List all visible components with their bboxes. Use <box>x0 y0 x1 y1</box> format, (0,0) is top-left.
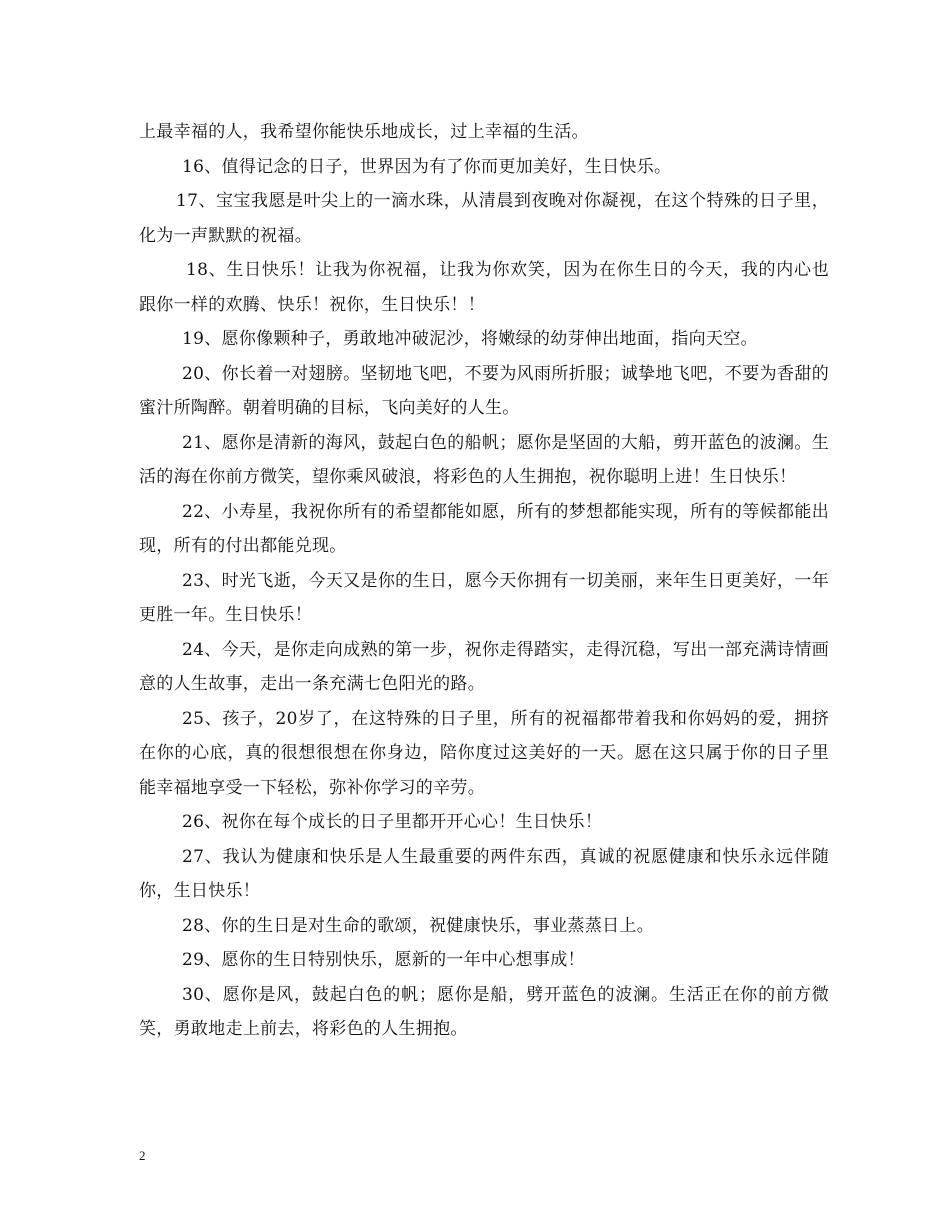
paragraph-26: 26、祝你在每个成长的日子里都开开心心！生日快乐！ <box>182 812 603 832</box>
paragraph-21: 21、愿你是清新的海风，鼓起白色的船帆；愿你是坚固的大船，剪开蓝色的波澜。生活的海在你前方微笑，望你乘风破浪，将彩色的人生拥抱，祝你聪明上进！生日快乐！ <box>139 432 829 487</box>
paragraph-19: 19、愿你像颗种子，勇敢地冲破泥沙，将嫩绿的幼芽伸出地面，指向天空。 <box>182 329 758 349</box>
paragraph-24: 24、今天，是你走向成熟的第一步，祝你走得踏实，走得沉稳，写出一部充满诗情画意的人生故事，走出一条充满七色阳光的路。 <box>139 639 829 694</box>
paragraph-20: 20、你长着一对翅膀。坚韧地飞吧，不要为风雨所折服；诚挚地飞吧，不要为香甜的蜜汁所陶醉。朝着明确的目标，飞向美好的人生。 <box>139 363 829 418</box>
paragraph-28: 28、你的生日是对生命的歌颂，祝健康快乐，事业蒸蒸日上。 <box>182 915 655 936</box>
paragraph-29: 29、愿你的生日特别快乐，愿新的一年中心想事成！ <box>182 950 585 970</box>
paragraph-17: 17、宝宝我愿是叶尖上的一滴水珠，从清晨到夜晚对你凝视，在这个特殊的日子里，化为一声默默的祝福。 <box>139 191 829 246</box>
paragraph-continuation: 上最幸福的人，我希望你能快乐地成长，过上幸福的生活。 <box>139 122 589 142</box>
paragraph-18: 18、生日快乐！让我为你祝福，让我为你欢笑，因为在你生日的今天，我的内心也跟你一样的欢腾、快乐！祝你，生日快乐！！ <box>139 260 829 315</box>
paragraph-16: 16、值得记念的日子，世界因为有了你而更加美好，生日快乐。 <box>182 156 672 177</box>
page-number: 2 <box>139 1148 146 1163</box>
paragraph-25: 25、孩子，20岁了，在这特殊的日子里，所有的祝福都带着我和你妈妈的爱，拥挤在你的心底，真的很想很想在你身边，陪你度过这美好的一天。愿在这只属于你的日子里能幸福地享受一下轻松，弥补你学习的辛劳。 <box>139 708 829 798</box>
paragraph-23: 23、时光飞逝，今天又是你的生日，愿今天你拥有一切美丽，来年生日更美好，一年更胜一年。生日快乐！ <box>139 570 829 625</box>
paragraph-30: 30、愿你是风，鼓起白色的帆；愿你是船，劈开蓝色的波澜。生活正在你的前方微笑，勇敢地走上前去，将彩色的人生拥抱。 <box>139 984 829 1039</box>
paragraph-27: 27、我认为健康和快乐是人生最重要的两件东西，真诚的祝愿健康和快乐永远伴随你，生日快乐！ <box>139 846 829 901</box>
paragraph-22: 22、小寿星，我祝你所有的希望都能如愿，所有的梦想都能实现，所有的等候都能出现，所有的付出都能兑现。 <box>139 501 829 556</box>
document-body <box>139 115 829 1047</box>
